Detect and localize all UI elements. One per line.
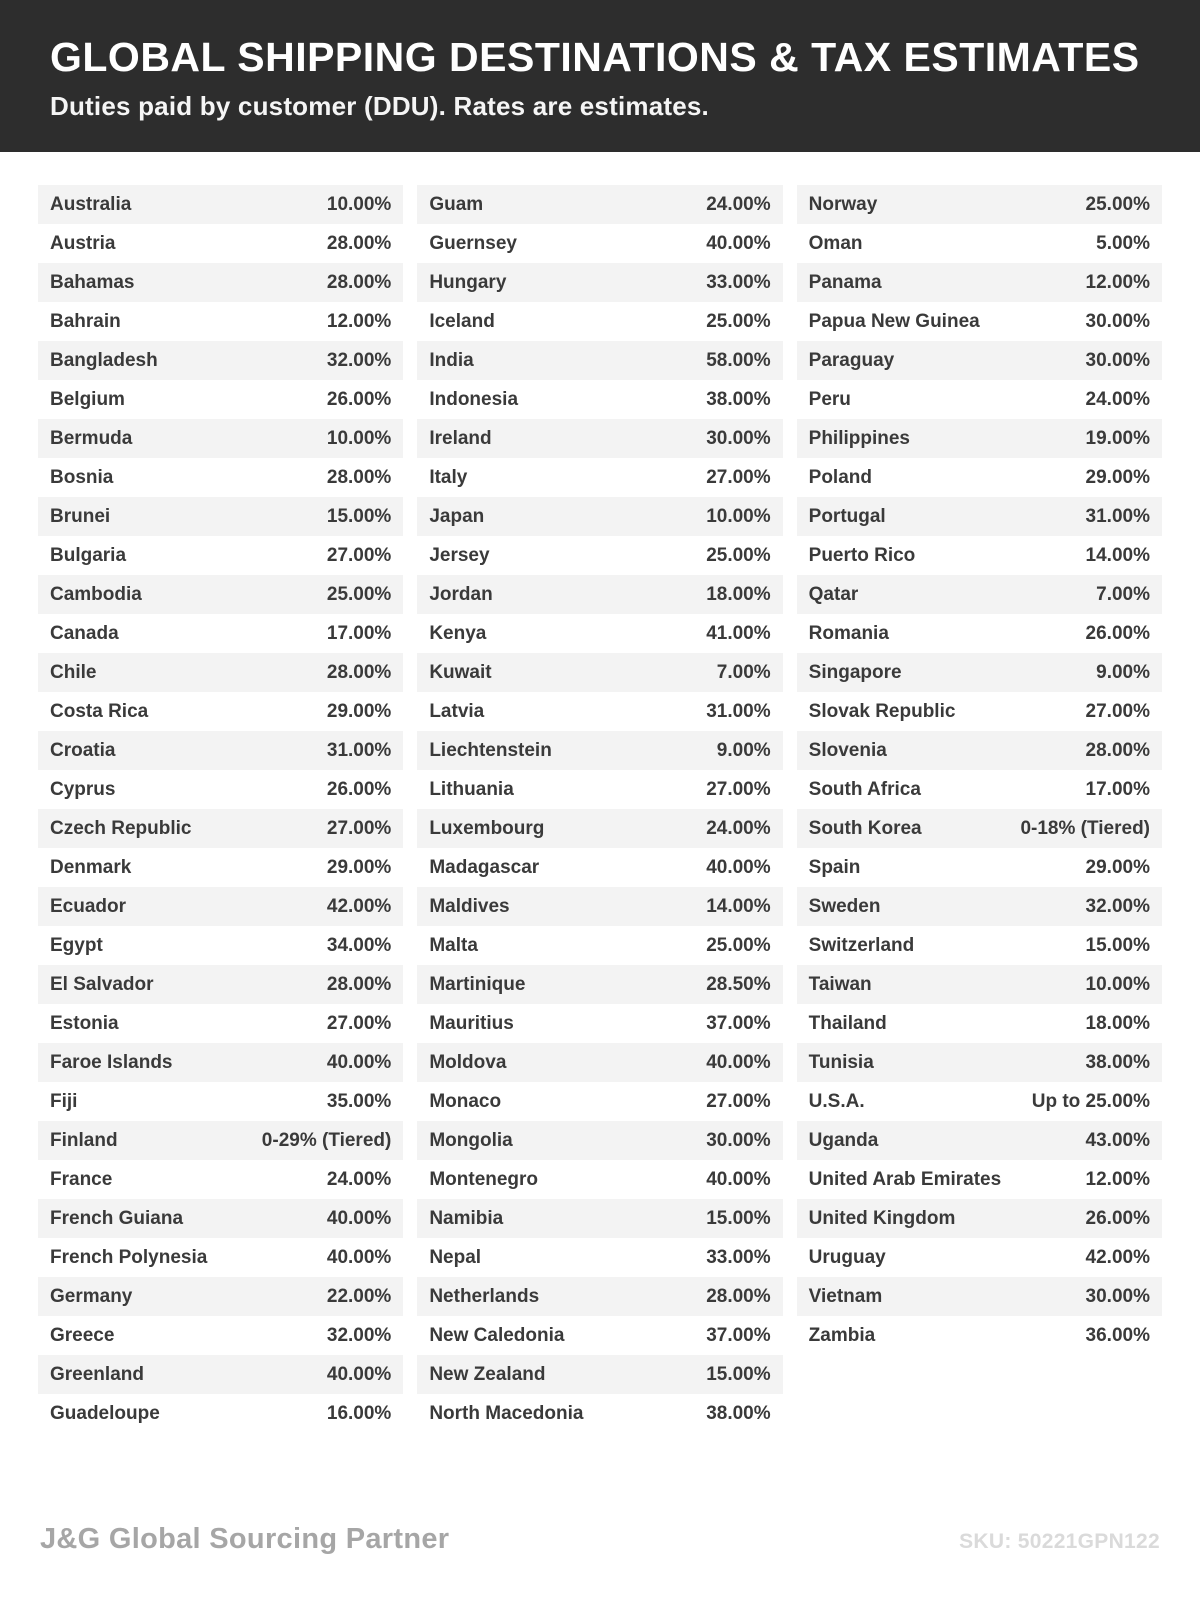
country-name: Faroe Islands bbox=[50, 1051, 173, 1073]
tax-rate: 16.00% bbox=[326, 1402, 392, 1424]
tax-rate: 15.00% bbox=[706, 1363, 771, 1385]
rates-column-1 bbox=[38, 185, 403, 1433]
table-row bbox=[417, 1199, 782, 1238]
tax-rate: 31.00% bbox=[1085, 505, 1150, 527]
table-row bbox=[797, 341, 1162, 380]
table-row bbox=[38, 1199, 403, 1238]
country-name: Switzerland bbox=[808, 934, 915, 956]
table-row bbox=[417, 1238, 782, 1277]
table-row bbox=[797, 731, 1162, 770]
country-name: Iceland bbox=[429, 310, 495, 332]
country-name: Cambodia bbox=[50, 583, 142, 605]
country-name: Maldives bbox=[429, 895, 510, 917]
country-name: Uganda bbox=[808, 1129, 879, 1151]
tax-rate: 33.00% bbox=[706, 1246, 771, 1268]
country-name: Guadeloupe bbox=[50, 1402, 160, 1424]
country-name: Martinique bbox=[429, 973, 526, 995]
table-row bbox=[38, 848, 403, 887]
country-name: Chile bbox=[50, 661, 97, 683]
table-row bbox=[417, 692, 782, 731]
tax-rate: 14.00% bbox=[706, 895, 771, 917]
country-name: Guam bbox=[429, 193, 484, 215]
tax-rate: 27.00% bbox=[326, 544, 392, 566]
tax-rate: 38.00% bbox=[706, 388, 771, 410]
table-row bbox=[797, 1004, 1162, 1043]
tax-rate: 19.00% bbox=[1085, 427, 1150, 449]
table-row bbox=[417, 809, 782, 848]
tax-rate: 15.00% bbox=[326, 505, 392, 527]
tax-rate: 10.00% bbox=[326, 193, 392, 215]
country-name: Spain bbox=[808, 856, 861, 878]
country-name: Tunisia bbox=[808, 1051, 874, 1073]
tax-rate: 31.00% bbox=[706, 700, 771, 722]
country-name: Oman bbox=[808, 232, 863, 254]
country-name: Liechtenstein bbox=[429, 739, 552, 761]
tax-rate: 28.00% bbox=[326, 466, 392, 488]
country-name: Uruguay bbox=[808, 1246, 886, 1268]
tax-rate: 58.00% bbox=[706, 349, 771, 371]
table-row bbox=[38, 1160, 403, 1199]
country-name: United Kingdom bbox=[808, 1207, 956, 1229]
tax-rate: 7.00% bbox=[716, 661, 771, 683]
table-row bbox=[38, 419, 403, 458]
tax-rate: 38.00% bbox=[1085, 1051, 1150, 1073]
country-name: North Macedonia bbox=[429, 1402, 584, 1424]
country-name: New Zealand bbox=[429, 1363, 546, 1385]
country-name: Germany bbox=[50, 1285, 133, 1307]
tax-rate: 27.00% bbox=[706, 778, 771, 800]
country-name: Cyprus bbox=[50, 778, 116, 800]
table-row bbox=[417, 263, 782, 302]
table-row bbox=[417, 419, 782, 458]
country-name: Ecuador bbox=[50, 895, 127, 917]
table-row bbox=[417, 575, 782, 614]
tax-rate: 29.00% bbox=[326, 700, 392, 722]
country-name: Poland bbox=[808, 466, 872, 488]
country-name: Lithuania bbox=[429, 778, 514, 800]
country-name: El Salvador bbox=[50, 973, 154, 995]
table-row bbox=[797, 653, 1162, 692]
tax-rate: 28.00% bbox=[326, 271, 392, 293]
tax-rate: 37.00% bbox=[706, 1012, 771, 1034]
table-row bbox=[417, 497, 782, 536]
table-row bbox=[797, 185, 1162, 224]
table-row bbox=[417, 458, 782, 497]
country-name: Bermuda bbox=[50, 427, 133, 449]
tax-rate: 43.00% bbox=[1085, 1129, 1150, 1151]
country-name: U.S.A. bbox=[808, 1090, 865, 1112]
tax-rate: 38.00% bbox=[706, 1402, 771, 1424]
country-name: Mauritius bbox=[429, 1012, 514, 1034]
table-row bbox=[797, 380, 1162, 419]
table-row bbox=[38, 1082, 403, 1121]
country-name: Romania bbox=[808, 622, 889, 644]
tax-rate: 12.00% bbox=[1085, 1168, 1150, 1190]
table-row bbox=[797, 1277, 1162, 1316]
rates-column-2 bbox=[417, 185, 782, 1433]
table-row bbox=[797, 302, 1162, 341]
tax-rate: 28.00% bbox=[706, 1285, 771, 1307]
tax-rate: 25.00% bbox=[1085, 193, 1150, 215]
tax-rate: 17.00% bbox=[326, 622, 392, 644]
country-name: Taiwan bbox=[808, 973, 872, 995]
country-name: Ireland bbox=[429, 427, 492, 449]
table-row bbox=[38, 1355, 403, 1394]
tax-rate: 29.00% bbox=[1085, 856, 1150, 878]
country-name: Montenegro bbox=[429, 1168, 539, 1190]
country-name: Canada bbox=[50, 622, 119, 644]
country-name: Bangladesh bbox=[50, 349, 158, 371]
tax-rate: 30.00% bbox=[1085, 349, 1150, 371]
table-row bbox=[38, 224, 403, 263]
table-row bbox=[797, 1082, 1162, 1121]
tax-rate: 18.00% bbox=[706, 583, 771, 605]
country-name: Jersey bbox=[429, 544, 490, 566]
table-row bbox=[417, 614, 782, 653]
rates-column-3 bbox=[797, 185, 1162, 1355]
table-row bbox=[797, 1316, 1162, 1355]
country-name: Philippines bbox=[808, 427, 911, 449]
table-row bbox=[38, 302, 403, 341]
country-name: Costa Rica bbox=[50, 700, 149, 722]
tax-rate: 32.00% bbox=[326, 1324, 392, 1346]
country-name: France bbox=[50, 1168, 113, 1190]
table-row bbox=[797, 536, 1162, 575]
tax-rate: 30.00% bbox=[1085, 310, 1150, 332]
table-row bbox=[38, 731, 403, 770]
country-name: French Polynesia bbox=[50, 1246, 208, 1268]
tax-rate: 27.00% bbox=[326, 1012, 392, 1034]
table-row bbox=[417, 1277, 782, 1316]
country-name: Austria bbox=[50, 232, 116, 254]
table-row bbox=[38, 1238, 403, 1277]
tax-rate: 28.00% bbox=[326, 973, 392, 995]
table-row bbox=[38, 1394, 403, 1433]
table-row bbox=[417, 224, 782, 263]
country-name: Japan bbox=[429, 505, 485, 527]
table-row bbox=[38, 575, 403, 614]
table-row bbox=[797, 692, 1162, 731]
tax-rate: 27.00% bbox=[706, 466, 771, 488]
table-row bbox=[417, 302, 782, 341]
table-row bbox=[417, 926, 782, 965]
table-row bbox=[38, 1277, 403, 1316]
tax-rate: 26.00% bbox=[326, 778, 392, 800]
country-name: Bahamas bbox=[50, 271, 135, 293]
table-row bbox=[417, 380, 782, 419]
tax-rate: 9.00% bbox=[716, 739, 771, 761]
country-name: Kuwait bbox=[429, 661, 492, 683]
table-row bbox=[797, 965, 1162, 1004]
table-row bbox=[797, 1121, 1162, 1160]
country-name: Zambia bbox=[808, 1324, 876, 1346]
table-row bbox=[797, 614, 1162, 653]
table-row bbox=[38, 1316, 403, 1355]
table-row bbox=[797, 575, 1162, 614]
header bbox=[0, 0, 1200, 152]
table-row bbox=[797, 926, 1162, 965]
country-name: Slovak Republic bbox=[808, 700, 956, 722]
tax-rate: 7.00% bbox=[1096, 583, 1150, 605]
tax-rate: 31.00% bbox=[326, 739, 392, 761]
tax-rate: 42.00% bbox=[1085, 1246, 1150, 1268]
tax-rate: 42.00% bbox=[326, 895, 392, 917]
tax-rate: 25.00% bbox=[706, 310, 771, 332]
table-row bbox=[417, 536, 782, 575]
country-name: Czech Republic bbox=[50, 817, 192, 839]
table-row bbox=[797, 770, 1162, 809]
tax-rate: 40.00% bbox=[326, 1051, 392, 1073]
country-name: Qatar bbox=[808, 583, 859, 605]
tax-rate: 40.00% bbox=[706, 1051, 771, 1073]
country-name: Indonesia bbox=[429, 388, 519, 410]
table-row bbox=[38, 887, 403, 926]
tax-rate: 24.00% bbox=[326, 1168, 392, 1190]
tax-rate: 30.00% bbox=[706, 427, 771, 449]
table-row bbox=[417, 1121, 782, 1160]
table-row bbox=[417, 1082, 782, 1121]
table-row bbox=[417, 341, 782, 380]
tax-rate: 28.00% bbox=[326, 232, 392, 254]
table-row bbox=[417, 185, 782, 224]
country-name: Hungary bbox=[429, 271, 507, 293]
table-row bbox=[797, 848, 1162, 887]
table-row bbox=[38, 185, 403, 224]
country-name: Norway bbox=[808, 193, 878, 215]
country-name: New Caledonia bbox=[429, 1324, 565, 1346]
tax-rate: 28.50% bbox=[706, 973, 771, 995]
table-row bbox=[797, 224, 1162, 263]
table-row bbox=[38, 1121, 403, 1160]
country-name: Bosnia bbox=[50, 466, 114, 488]
table-row bbox=[797, 809, 1162, 848]
country-name: Paraguay bbox=[808, 349, 895, 371]
tax-rate: 30.00% bbox=[1085, 1285, 1150, 1307]
country-name: Malta bbox=[429, 934, 478, 956]
tax-rate: 28.00% bbox=[326, 661, 392, 683]
country-name: Mongolia bbox=[429, 1129, 513, 1151]
country-name: Peru bbox=[808, 388, 851, 410]
country-name: Australia bbox=[50, 193, 132, 215]
tax-rate: 0-29% (Tiered) bbox=[261, 1129, 392, 1151]
table-row bbox=[417, 887, 782, 926]
tax-rate: 27.00% bbox=[706, 1090, 771, 1112]
table-row bbox=[38, 809, 403, 848]
country-name: Vietnam bbox=[808, 1285, 883, 1307]
tax-rate: 26.00% bbox=[1085, 622, 1150, 644]
tax-rate: 10.00% bbox=[326, 427, 392, 449]
brand-text: J&G Global Sourcing Partner bbox=[40, 1523, 450, 1555]
table-row bbox=[417, 731, 782, 770]
rates-table bbox=[38, 185, 1162, 1433]
tax-rate: 40.00% bbox=[706, 856, 771, 878]
table-row bbox=[38, 341, 403, 380]
country-name: Latvia bbox=[429, 700, 485, 722]
tax-rate: 40.00% bbox=[326, 1207, 392, 1229]
table-row bbox=[38, 614, 403, 653]
country-name: Kenya bbox=[429, 622, 487, 644]
table-row bbox=[417, 770, 782, 809]
table-row bbox=[38, 536, 403, 575]
table-row bbox=[797, 887, 1162, 926]
country-name: Bulgaria bbox=[50, 544, 127, 566]
country-name: Slovenia bbox=[808, 739, 887, 761]
sku-text: SKU: 50221GPN122 bbox=[959, 1530, 1160, 1553]
country-name: Denmark bbox=[50, 856, 132, 878]
table-row bbox=[417, 1043, 782, 1082]
country-name: Papua New Guinea bbox=[808, 310, 980, 332]
table-row bbox=[417, 848, 782, 887]
country-name: Greenland bbox=[50, 1363, 144, 1385]
tax-rate: 0-18% (Tiered) bbox=[1020, 817, 1150, 839]
country-name: Luxembourg bbox=[429, 817, 545, 839]
tax-rate: 25.00% bbox=[706, 934, 771, 956]
tax-rate: 40.00% bbox=[706, 1168, 771, 1190]
tax-rate: 40.00% bbox=[326, 1363, 392, 1385]
tax-rate: 35.00% bbox=[326, 1090, 392, 1112]
table-row bbox=[417, 1394, 782, 1433]
table-row bbox=[38, 458, 403, 497]
tax-rate: 33.00% bbox=[706, 271, 771, 293]
tax-rate: 10.00% bbox=[1085, 973, 1150, 995]
table-row bbox=[797, 263, 1162, 302]
tax-rate: 14.00% bbox=[1085, 544, 1150, 566]
tax-rate: 25.00% bbox=[706, 544, 771, 566]
table-row bbox=[38, 965, 403, 1004]
tax-rate: 30.00% bbox=[706, 1129, 771, 1151]
tax-rate: 18.00% bbox=[1085, 1012, 1150, 1034]
tax-rate: 24.00% bbox=[1085, 388, 1150, 410]
country-name: Guernsey bbox=[429, 232, 517, 254]
table-row bbox=[38, 653, 403, 692]
tax-rate: 37.00% bbox=[706, 1324, 771, 1346]
tax-rate: 34.00% bbox=[326, 934, 392, 956]
country-name: Thailand bbox=[808, 1012, 887, 1034]
tax-rate: 40.00% bbox=[706, 232, 771, 254]
country-name: Belgium bbox=[50, 388, 125, 410]
tax-rate: 12.00% bbox=[1085, 271, 1150, 293]
country-name: Singapore bbox=[808, 661, 902, 683]
country-name: Panama bbox=[808, 271, 882, 293]
tax-rate: 29.00% bbox=[1085, 466, 1150, 488]
tax-rate: 24.00% bbox=[706, 193, 771, 215]
tax-rate: 24.00% bbox=[706, 817, 771, 839]
country-name: South Africa bbox=[808, 778, 921, 800]
table-row bbox=[38, 1043, 403, 1082]
country-name: South Korea bbox=[808, 817, 922, 839]
tax-rate: 25.00% bbox=[326, 583, 392, 605]
table-row bbox=[38, 1004, 403, 1043]
tax-rate: 41.00% bbox=[706, 622, 771, 644]
country-name: Puerto Rico bbox=[808, 544, 916, 566]
table-row bbox=[797, 1160, 1162, 1199]
country-name: Greece bbox=[50, 1324, 115, 1346]
country-name: French Guiana bbox=[50, 1207, 184, 1229]
country-name: Jordan bbox=[429, 583, 493, 605]
tax-rate: 28.00% bbox=[1085, 739, 1150, 761]
country-name: Netherlands bbox=[429, 1285, 540, 1307]
country-name: Egypt bbox=[50, 934, 103, 956]
tax-rate: 40.00% bbox=[326, 1246, 392, 1268]
footer bbox=[40, 1523, 1160, 1556]
table-row bbox=[417, 965, 782, 1004]
table-row bbox=[797, 1043, 1162, 1082]
tax-rate: 26.00% bbox=[326, 388, 392, 410]
country-name: Croatia bbox=[50, 739, 116, 761]
country-name: Portugal bbox=[808, 505, 886, 527]
tax-rate: 29.00% bbox=[326, 856, 392, 878]
table-row bbox=[797, 1199, 1162, 1238]
page-title: GLOBAL SHIPPING DESTINATIONS & TAX ESTIMATES bbox=[50, 34, 1140, 80]
tax-rate: 12.00% bbox=[326, 310, 392, 332]
table-row bbox=[38, 692, 403, 731]
table-row bbox=[417, 1316, 782, 1355]
tax-rate: 36.00% bbox=[1085, 1324, 1150, 1346]
tax-rate: 32.00% bbox=[1085, 895, 1150, 917]
tax-rate: 27.00% bbox=[1085, 700, 1150, 722]
table-row bbox=[38, 926, 403, 965]
country-name: India bbox=[429, 349, 474, 371]
table-row bbox=[38, 380, 403, 419]
country-name: Finland bbox=[50, 1129, 118, 1151]
table-row bbox=[417, 1160, 782, 1199]
tax-rate: 32.00% bbox=[326, 349, 392, 371]
tax-rate: 17.00% bbox=[1085, 778, 1150, 800]
country-name: Nepal bbox=[429, 1246, 482, 1268]
country-name: United Arab Emirates bbox=[808, 1168, 1002, 1190]
tax-rate: 26.00% bbox=[1085, 1207, 1150, 1229]
country-name: Madagascar bbox=[429, 856, 540, 878]
table-row bbox=[38, 263, 403, 302]
country-name: Sweden bbox=[808, 895, 881, 917]
table-row bbox=[38, 770, 403, 809]
tax-rate: 27.00% bbox=[326, 817, 392, 839]
page-subtitle: Duties paid by customer (DDU). Rates are estimates. bbox=[50, 91, 709, 122]
table-row bbox=[417, 1355, 782, 1394]
tax-rate: 10.00% bbox=[706, 505, 771, 527]
tax-rate: 15.00% bbox=[706, 1207, 771, 1229]
tax-rate: 15.00% bbox=[1085, 934, 1150, 956]
table-row bbox=[417, 653, 782, 692]
country-name: Moldova bbox=[429, 1051, 507, 1073]
table-row bbox=[797, 419, 1162, 458]
country-name: Bahrain bbox=[50, 310, 121, 332]
tax-rate: 5.00% bbox=[1096, 232, 1150, 254]
tax-rate: 9.00% bbox=[1096, 661, 1150, 683]
tax-rate: Up to 25.00% bbox=[1031, 1090, 1150, 1112]
tax-rate: 22.00% bbox=[326, 1285, 392, 1307]
country-name: Monaco bbox=[429, 1090, 502, 1112]
table-row bbox=[797, 1238, 1162, 1277]
table-row bbox=[797, 497, 1162, 536]
country-name: Namibia bbox=[429, 1207, 504, 1229]
table-row bbox=[38, 497, 403, 536]
country-name: Italy bbox=[429, 466, 468, 488]
country-name: Fiji bbox=[50, 1090, 78, 1112]
table-row bbox=[797, 458, 1162, 497]
country-name: Estonia bbox=[50, 1012, 119, 1034]
country-name: Brunei bbox=[50, 505, 111, 527]
table-row bbox=[417, 1004, 782, 1043]
